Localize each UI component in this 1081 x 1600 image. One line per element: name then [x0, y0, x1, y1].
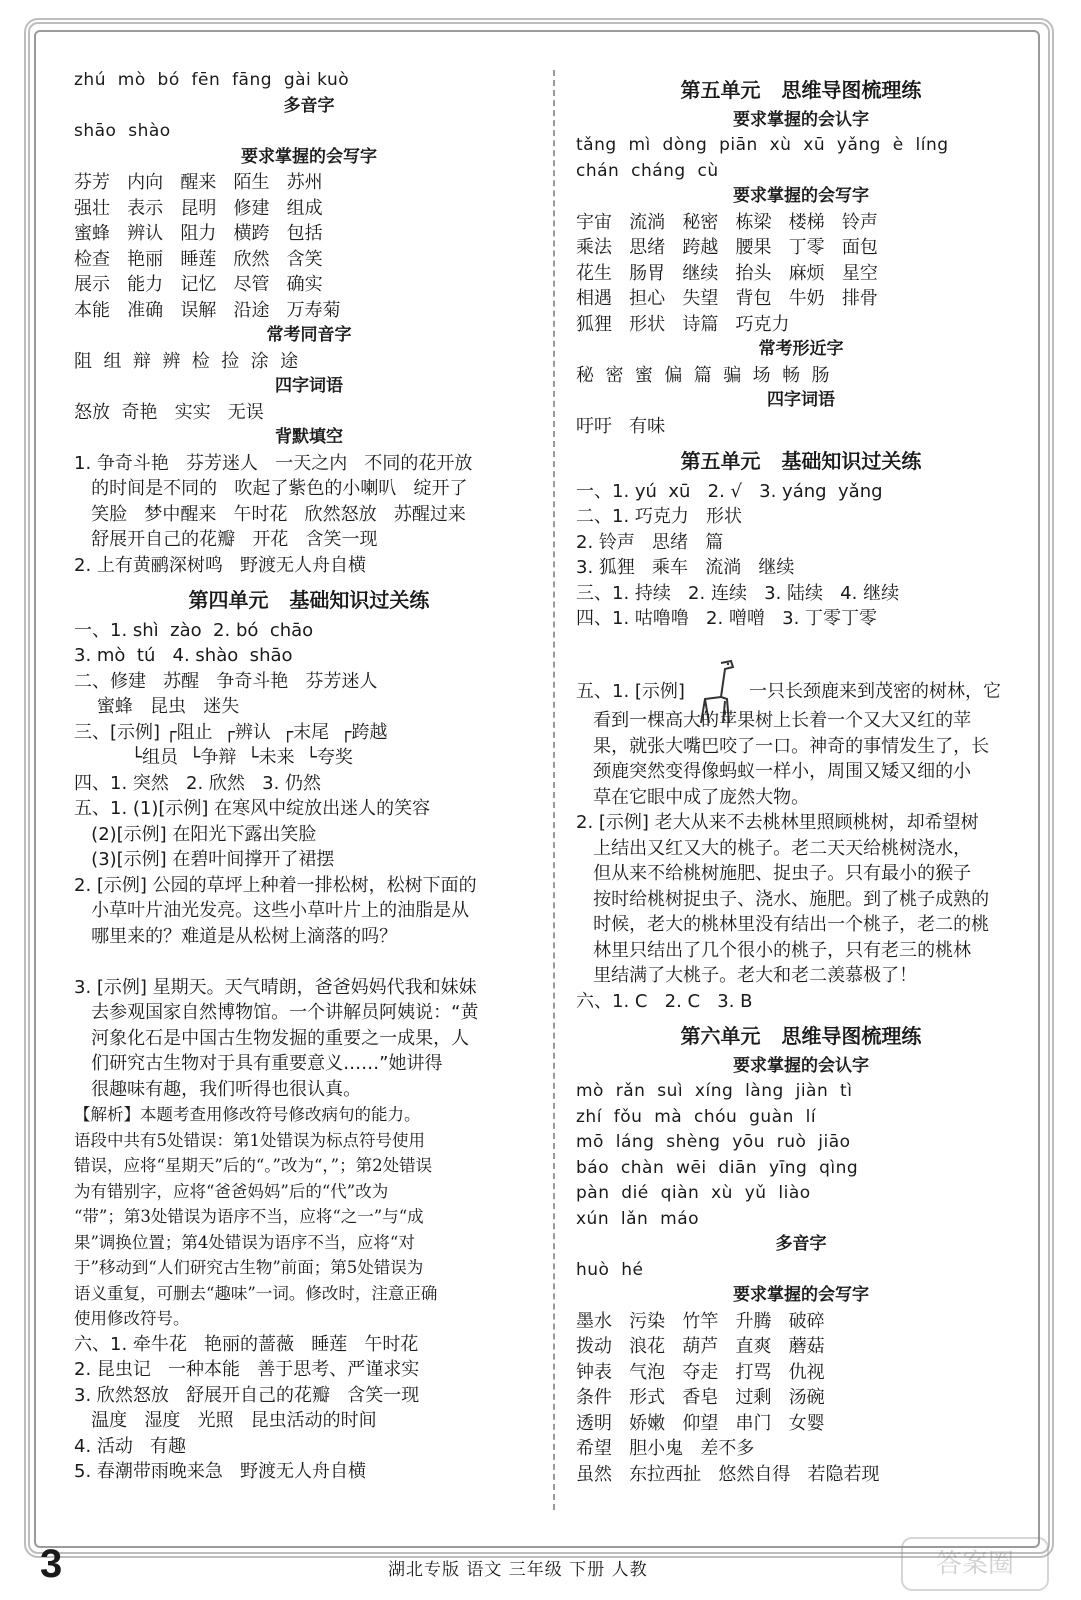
text-line: 【解析】本题考查用修改符号修改病句的能力。 — [74, 1105, 421, 1124]
text-line: 四、1. 咕噜噜 2. 噌噌 3. 丁零丁零 — [576, 608, 878, 629]
text-line: 花生 肠胃 继续 抬头 麻烦 星空 — [576, 262, 878, 284]
text-line: 错误，应将“星期天”后的“。”改为“，”；第2处错误 — [74, 1156, 433, 1175]
subheading: 常考同音字 — [266, 325, 352, 345]
text-line: 2. [示例] 公园的草坪上种着一排松树，松树下面的 — [74, 874, 477, 896]
subheading: 多音字 — [775, 1234, 827, 1254]
subheading: 多音字 — [283, 95, 335, 116]
text-line: 芬芳 内向 醒来 陌生 苏州 — [74, 172, 323, 193]
text-line: 5. 春潮带雨晚来急 野渡无人舟自横 — [74, 1461, 367, 1482]
text-line: (3)[示例] 在碧叶间撑开了裙摆 — [74, 849, 335, 870]
text-line: xún lǎn máo — [576, 1208, 700, 1229]
text-line: 相遇 担心 失望 背包 牛奶 排骨 — [576, 288, 878, 309]
text-line: zhú mò bó fēn fāng gài kuò — [74, 70, 350, 90]
text-line: 三、1. 持续 2. 连续 3. 陆续 4. 继续 — [576, 582, 900, 604]
text-line: chán cháng cù — [576, 160, 719, 181]
text-line: 哪里来的？难道是从松树上滴落的吗？ — [74, 925, 398, 947]
text-line: 吁吁 有味 — [576, 415, 666, 437]
text-line: 2. 昆虫记 一种本能 善于思考、严谨求实 — [74, 1359, 420, 1380]
text-line: 条件 形式 香皂 过剩 汤碗 — [576, 1387, 825, 1408]
text-line: “带”；第3处错误为语序不当，应将“之一”与“成 — [74, 1207, 424, 1226]
text-line: 里结满了大桃子。老大和老二羡慕极了！ — [576, 965, 918, 986]
text-line: 阻 组 辩 辨 检 捡 涂 途 — [74, 350, 299, 372]
text-line: 本能 准确 误解 沿途 万寿菊 — [74, 299, 341, 321]
text-line: 1. 争奇斗艳 芬芳迷人 一天之内 不同的花开放 — [74, 452, 473, 474]
text-line: 3. [示例] 星期天。天气晴朗，爸爸妈妈代我和妹妹 — [74, 976, 477, 998]
text-line: 草在它眼中成了庞然大物。 — [576, 786, 810, 808]
text-line: 舒展开自己的花瓣 开花 含笑一现 — [74, 529, 378, 550]
text-line: 墨水 污染 竹竿 升腾 破碎 — [576, 1310, 825, 1332]
subheading: 要求掌握的会认字 — [733, 109, 869, 130]
text-line: shāo shào — [74, 121, 171, 141]
text-line: (2)[示例] 在阳光下露出笑脸 — [74, 823, 317, 845]
text-line: 乘法 思绪 跨越 腰果 丁零 面包 — [576, 237, 878, 258]
text-line: 语义重复，可删去“趣味”一词。修改时，注意正确 — [74, 1283, 438, 1303]
subheading: 要求掌握的会写字 — [241, 146, 377, 167]
text-line: 很趣味有趣，我们听得也很认真。 — [74, 1078, 362, 1100]
right-column — [576, 68, 1026, 1487]
text-line: 六、1. C 2. C 3. B — [576, 990, 753, 1012]
text-line: pàn dié qiàn xù yǔ liào — [576, 1183, 811, 1203]
text-line: 检查 艳丽 睡莲 欣然 含笑 — [74, 248, 323, 270]
section-heading: 第四单元 基础知识过关练 — [188, 588, 430, 612]
text-line: 拨动 浪花 葫芦 直爽 蘑菇 — [576, 1336, 825, 1357]
text-line: └组员 └争辩 └未来 └夸奖 — [74, 747, 353, 768]
text-line: 4. 活动 有趣 — [74, 1435, 187, 1457]
text-line — [576, 657, 1026, 702]
text-line: 2. 上有黄鹂深树鸣 野渡无人舟自横 — [74, 554, 367, 576]
subheading: 要求掌握的会写字 — [733, 186, 869, 206]
text-line — [74, 949, 544, 975]
text-line — [576, 632, 1026, 658]
section-heading: 第五单元 基础知识过关练 — [680, 449, 922, 473]
left-column — [74, 68, 544, 1485]
footer-info: 湖北专版 语文 三年级 下册 人教 — [388, 1560, 648, 1580]
text-line: 果，就张大嘴巴咬了一口。神奇的事情发生了，长 — [576, 735, 990, 757]
text-line: 蜜蜂 辨认 阻力 横跨 包括 — [74, 223, 323, 244]
text-line: zhí fǒu mà chóu guàn lí — [576, 1106, 817, 1127]
text-line: huò hé — [576, 1259, 644, 1280]
svg-text:答案圈: 答案圈 — [935, 1549, 1015, 1579]
text-line: 展示 能力 记忆 尽管 确实 — [74, 274, 323, 295]
text-line: 3. 狐狸 乘车 流淌 继续 — [576, 557, 795, 578]
text-line: báo chàn wēi diān yīng qìng — [576, 1157, 859, 1178]
giraffe-caption: 一只长颈鹿来到茂密的树林，它 — [748, 681, 1001, 702]
text-line: 语段中共有5处错误：第1处错误为标点符号使用 — [74, 1130, 425, 1150]
text-line: 虽然 东拉西扯 悠然自得 若隐若现 — [576, 1463, 880, 1485]
page-number: 3 — [40, 1542, 63, 1586]
text-line: 三、[示例] ┌阻止 ┌辨认 ┌末尾 ┌跨越 — [74, 721, 388, 743]
text-line: 温度 湿度 光照 昆虫活动的时间 — [74, 1410, 377, 1431]
text-line: 时候，老大的桃林里没有结出一个桃子，老二的桃 — [576, 914, 990, 935]
text-line: 希望 胆小鬼 差不多 — [576, 1438, 755, 1459]
text-line: mò rǎn suì xíng làng jiàn tì — [576, 1081, 853, 1101]
text-line: 二、1. 巧克力 形状 — [576, 506, 743, 527]
subheading: 四字词语 — [767, 390, 835, 410]
text-line: 果”调换位置；第4处错误为语序不当，应将“对 — [74, 1232, 415, 1252]
text-line: 3. mò tú 4. shào shāo — [74, 645, 293, 666]
text-line: 一、1. shì zào 2. bó chāo — [74, 619, 314, 641]
text-line: 2. 铃声 思绪 篇 — [576, 531, 724, 553]
text-line: 四、1. 突然 2. 欣然 3. 仍然 — [74, 772, 322, 794]
watermark-logo — [900, 1536, 1050, 1592]
text-line: 3. 欣然怒放 舒展开自己的花瓣 含笑一现 — [74, 1384, 420, 1406]
text-line: 宇宙 流淌 秘密 栋梁 楼梯 铃声 — [576, 211, 878, 233]
text-line: 蜜蜂 昆虫 迷失 — [74, 696, 240, 717]
subheading: 常考形近字 — [758, 339, 844, 359]
text-line: 河象化石是中国古生物发掘的重要之一成果，人 — [74, 1027, 470, 1049]
subheading: 四字词语 — [275, 376, 343, 396]
text-line: 笑脸 梦中醒来 午时花 欣然怒放 苏醒过来 — [74, 503, 466, 525]
text-line: tǎng mì dòng piān xù xū yǎng è líng — [576, 135, 949, 155]
text-line: 透明 娇嫩 仰望 串门 女婴 — [576, 1412, 825, 1434]
subheading: 要求掌握的会认字 — [733, 1055, 869, 1076]
text-line: 二、修建 苏醒 争奇斗艳 芬芳迷人 — [74, 670, 378, 692]
section-heading: 第五单元 思维导图梳理练 — [680, 78, 922, 102]
text-line: 但从来不给桃树施肥、捉虫子。只有最小的猴子 — [576, 863, 972, 884]
text-line: 2. [示例] 老大从来不去桃林里照顾桃树，却希望树 — [576, 812, 979, 833]
text-line-label: 五、1. [示例] — [576, 681, 685, 702]
section-heading: 第六单元 思维导图梳理练 — [680, 1024, 922, 1048]
text-line: 强壮 表示 昆明 修建 组成 — [74, 197, 323, 219]
text-line: 小草叶片油光发亮。这些小草叶片上的油脂是从 — [74, 900, 470, 921]
subheading: 背默填空 — [275, 427, 343, 447]
text-line: 看到一棵高大的苹果树上长着一个又大又红的苹 — [576, 710, 972, 731]
text-line: 六、1. 牵牛花 艳丽的蔷薇 睡莲 午时花 — [74, 1333, 419, 1355]
text-line: 按时给桃树捉虫子、浇水、施肥。到了桃子成熟的 — [576, 888, 990, 910]
text-line: 一、1. yú xū 2. √ 3. yáng yǎng — [576, 480, 883, 502]
text-line: 颈鹿突然变得像蚂蚁一样小，周围又矮又细的小 — [576, 761, 972, 782]
text-line: 使用修改符号。 — [74, 1309, 190, 1328]
text-line: 秘 密 蜜 偏 篇 骗 场 畅 肠 — [576, 364, 830, 386]
text-line: 林里只结出了几个很小的桃子，只有老三的桃林 — [576, 939, 972, 961]
text-line: 五、1. (1)[示例] 在寒风中绽放出迷人的笑容 — [74, 798, 431, 819]
text-line: 上结出又红又大的桃子。老二天天给桃树浇水， — [576, 837, 972, 859]
text-line: 钟表 气泡 夺走 打骂 仇视 — [576, 1361, 825, 1383]
text-line: mō láng shèng yōu ruò jiāo — [576, 1132, 851, 1152]
text-line: 狐狸 形状 诗篇 巧克力 — [576, 313, 790, 335]
text-line: 怒放 奇艳 实实 无误 — [74, 401, 264, 423]
text-line: 于”移动到“人们研究古生物”前面；第5处错误为 — [74, 1258, 424, 1277]
text-line: 的时间是不同的 吹起了紫色的小喇叭 绽开了 — [74, 478, 468, 499]
column-divider — [553, 70, 555, 1510]
text-line: 们研究古生物对于具有重要意义……”她讲得 — [74, 1053, 443, 1074]
text-line: 为有错别字，应将“爸爸妈妈”后的“代”改为 — [74, 1181, 389, 1201]
text-line: 去参观国家自然博物馆。一个讲解员阿姨说：“黄 — [74, 1002, 479, 1023]
subheading: 要求掌握的会写字 — [733, 1285, 869, 1305]
